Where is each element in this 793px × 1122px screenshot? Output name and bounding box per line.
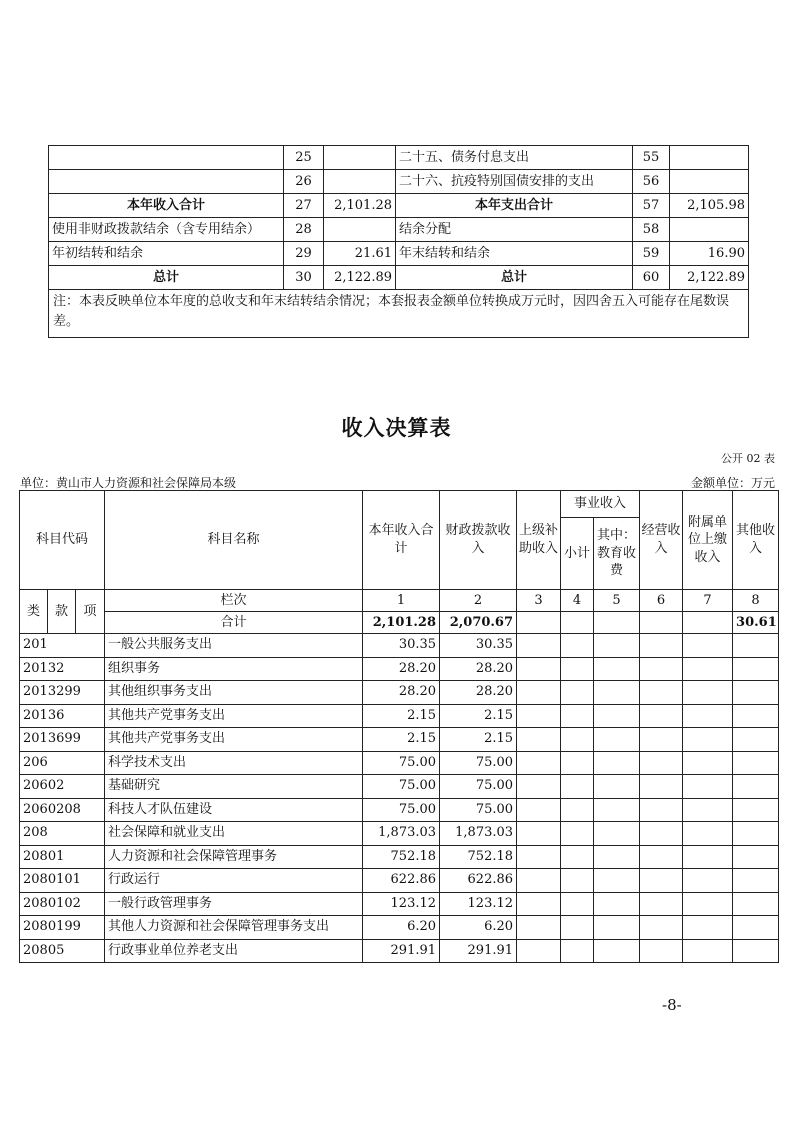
column-number-row xyxy=(20,590,779,612)
row-fiscal: 75.00 xyxy=(440,798,517,822)
row-total: 2.15 xyxy=(363,728,440,752)
summary-left-no: 27 xyxy=(284,194,324,218)
row-code: 2060208 xyxy=(20,798,105,822)
table-row xyxy=(20,681,779,705)
row-name: 其他共产党事务支出 xyxy=(105,704,363,728)
page-number: -8- xyxy=(662,996,682,1014)
summary-row xyxy=(49,194,749,218)
table-row xyxy=(20,775,779,799)
total-row xyxy=(20,612,779,634)
summary-right-label: 总计 xyxy=(396,266,633,290)
header-fiscal: 财政拨款收入 xyxy=(440,491,517,590)
row-name: 行政运行 xyxy=(105,869,363,893)
header-affiliated: 附属单位上缴收入 xyxy=(683,491,733,590)
summary-right-label: 二十五、债务付息支出 xyxy=(396,146,633,170)
row-code: 20805 xyxy=(20,939,105,963)
summary-table xyxy=(48,145,749,338)
summary-right-value xyxy=(670,170,749,194)
col-num: 4 xyxy=(561,590,594,612)
row-code: 2080102 xyxy=(20,892,105,916)
col-num: 2 xyxy=(440,590,517,612)
row-total: 1,873.03 xyxy=(363,822,440,846)
header-kuan: 款 xyxy=(48,590,76,634)
col-num: 8 xyxy=(733,590,779,612)
total-other: 30.61 xyxy=(733,612,779,634)
table-row xyxy=(20,845,779,869)
summary-left-value: 2,122.89 xyxy=(324,266,396,290)
row-name: 一般公共服务支出 xyxy=(105,634,363,658)
row-total: 75.00 xyxy=(363,798,440,822)
row-code: 20132 xyxy=(20,657,105,681)
summary-left-label: 本年收入合计 xyxy=(49,194,284,218)
row-total: 291.91 xyxy=(363,939,440,963)
table-row xyxy=(20,751,779,775)
summary-row xyxy=(49,218,749,242)
summary-left-no: 30 xyxy=(284,266,324,290)
row-code: 2080199 xyxy=(20,916,105,940)
row-code: 20602 xyxy=(20,775,105,799)
header-lei: 类 xyxy=(20,590,48,634)
page-title: 收入决算表 xyxy=(341,415,452,440)
row-fiscal: 75.00 xyxy=(440,751,517,775)
summary-row xyxy=(49,266,749,290)
summary-right-label: 年末结转和结余 xyxy=(396,242,633,266)
row-code: 208 xyxy=(20,822,105,846)
row-fiscal: 6.20 xyxy=(440,916,517,940)
table-note: 注：本表反映单位本年度的总收支和年末结转结余情况；本套报表金额单位转换成万元时，因四舍五入可能存在尾数误差。 xyxy=(49,290,749,338)
row-name: 行政事业单位养老支出 xyxy=(105,939,363,963)
header-upper: 上级补助收入 xyxy=(517,491,561,590)
col-num: 3 xyxy=(517,590,561,612)
row-name: 人力资源和社会保障管理事务 xyxy=(105,845,363,869)
row-name: 其他人力资源和社会保障管理事务支出 xyxy=(105,916,363,940)
row-name: 科学技术支出 xyxy=(105,751,363,775)
table-row xyxy=(20,892,779,916)
header-business: 事业收入 xyxy=(561,491,640,518)
header-edu: 其中：教育收费 xyxy=(594,518,640,590)
unit-label: 单位：黄山市人力资源和社会保障局本级 xyxy=(20,476,237,490)
summary-right-label: 结余分配 xyxy=(396,218,633,242)
header-row xyxy=(20,491,779,518)
table-row xyxy=(20,634,779,658)
summary-left-label xyxy=(49,170,284,194)
money-unit-label: 金额单位：万元 xyxy=(690,476,775,490)
summary-left-no: 26 xyxy=(284,170,324,194)
table-row xyxy=(20,704,779,728)
table-row xyxy=(20,869,779,893)
col-num: 5 xyxy=(594,590,640,612)
row-total: 75.00 xyxy=(363,751,440,775)
row-fiscal: 28.20 xyxy=(440,657,517,681)
row-name: 一般行政管理事务 xyxy=(105,892,363,916)
row-code: 201 xyxy=(20,634,105,658)
row-name: 基础研究 xyxy=(105,775,363,799)
row-name: 社会保障和就业支出 xyxy=(105,822,363,846)
summary-left-value xyxy=(324,218,396,242)
summary-right-no: 60 xyxy=(633,266,670,290)
table-row xyxy=(20,939,779,963)
row-name: 科技人才队伍建设 xyxy=(105,798,363,822)
summary-left-label: 使用非财政拨款结余（含专用结余） xyxy=(49,218,284,242)
summary-left-no: 29 xyxy=(284,242,324,266)
summary-right-no: 59 xyxy=(633,242,670,266)
row-fiscal: 75.00 xyxy=(440,775,517,799)
summary-left-no: 25 xyxy=(284,146,324,170)
row-name: 其他组织事务支出 xyxy=(105,681,363,705)
col-num: 1 xyxy=(363,590,440,612)
table-row xyxy=(20,822,779,846)
row-fiscal: 2.15 xyxy=(440,704,517,728)
summary-left-value: 21.61 xyxy=(324,242,396,266)
summary-row xyxy=(49,146,749,170)
income-table xyxy=(19,490,779,963)
table-row xyxy=(20,916,779,940)
summary-row xyxy=(49,242,749,266)
row-code: 20801 xyxy=(20,845,105,869)
row-fiscal: 123.12 xyxy=(440,892,517,916)
row-total: 75.00 xyxy=(363,775,440,799)
summary-right-label: 二十六、抗疫特别国债安排的支出 xyxy=(396,170,633,194)
note-row xyxy=(49,290,749,338)
total-income: 2,101.28 xyxy=(363,612,440,634)
header-lanci: 栏次 xyxy=(105,590,363,612)
summary-left-value xyxy=(324,146,396,170)
header-operating: 经营收入 xyxy=(640,491,683,590)
row-code: 2013299 xyxy=(20,681,105,705)
row-total: 123.12 xyxy=(363,892,440,916)
income-table-body xyxy=(20,491,779,963)
summary-right-value: 2,122.89 xyxy=(670,266,749,290)
row-total: 30.35 xyxy=(363,634,440,658)
header-other: 其他收入 xyxy=(733,491,779,590)
summary-right-value xyxy=(670,146,749,170)
col-num: 7 xyxy=(683,590,733,612)
row-name: 其他共产党事务支出 xyxy=(105,728,363,752)
col-num: 6 xyxy=(640,590,683,612)
row-total: 2.15 xyxy=(363,704,440,728)
row-code: 20136 xyxy=(20,704,105,728)
row-fiscal: 2.15 xyxy=(440,728,517,752)
summary-right-value: 2,105.98 xyxy=(670,194,749,218)
summary-row xyxy=(49,170,749,194)
row-fiscal: 1,873.03 xyxy=(440,822,517,846)
row-total: 622.86 xyxy=(363,869,440,893)
row-code: 2013699 xyxy=(20,728,105,752)
row-total: 28.20 xyxy=(363,657,440,681)
row-fiscal: 30.35 xyxy=(440,634,517,658)
table-row xyxy=(20,798,779,822)
summary-left-label: 年初结转和结余 xyxy=(49,242,284,266)
summary-left-label: 总计 xyxy=(49,266,284,290)
total-label: 合计 xyxy=(105,612,363,634)
summary-left-value xyxy=(324,170,396,194)
summary-right-no: 56 xyxy=(633,170,670,194)
row-fiscal: 291.91 xyxy=(440,939,517,963)
row-code: 206 xyxy=(20,751,105,775)
summary-right-value: 16.90 xyxy=(670,242,749,266)
summary-right-value xyxy=(670,218,749,242)
summary-right-label: 本年支出合计 xyxy=(396,194,633,218)
row-name: 组织事务 xyxy=(105,657,363,681)
summary-left-label xyxy=(49,146,284,170)
header-subtotal: 小计 xyxy=(561,518,594,590)
summary-left-no: 28 xyxy=(284,218,324,242)
summary-right-no: 55 xyxy=(633,146,670,170)
row-total: 28.20 xyxy=(363,681,440,705)
row-fiscal: 622.86 xyxy=(440,869,517,893)
summary-table-body xyxy=(49,146,749,338)
row-total: 752.18 xyxy=(363,845,440,869)
header-xiang: 项 xyxy=(76,590,105,634)
summary-right-no: 57 xyxy=(633,194,670,218)
table-row xyxy=(20,657,779,681)
header-code: 科目代码 xyxy=(20,491,105,590)
header-total: 本年收入合计 xyxy=(363,491,440,590)
row-code: 2080101 xyxy=(20,869,105,893)
row-total: 6.20 xyxy=(363,916,440,940)
table-row xyxy=(20,728,779,752)
form-number: 公开 02 表 xyxy=(721,452,775,465)
total-fiscal: 2,070.67 xyxy=(440,612,517,634)
summary-right-no: 58 xyxy=(633,218,670,242)
row-fiscal: 752.18 xyxy=(440,845,517,869)
summary-left-value: 2,101.28 xyxy=(324,194,396,218)
row-fiscal: 28.20 xyxy=(440,681,517,705)
header-name: 科目名称 xyxy=(105,491,363,590)
